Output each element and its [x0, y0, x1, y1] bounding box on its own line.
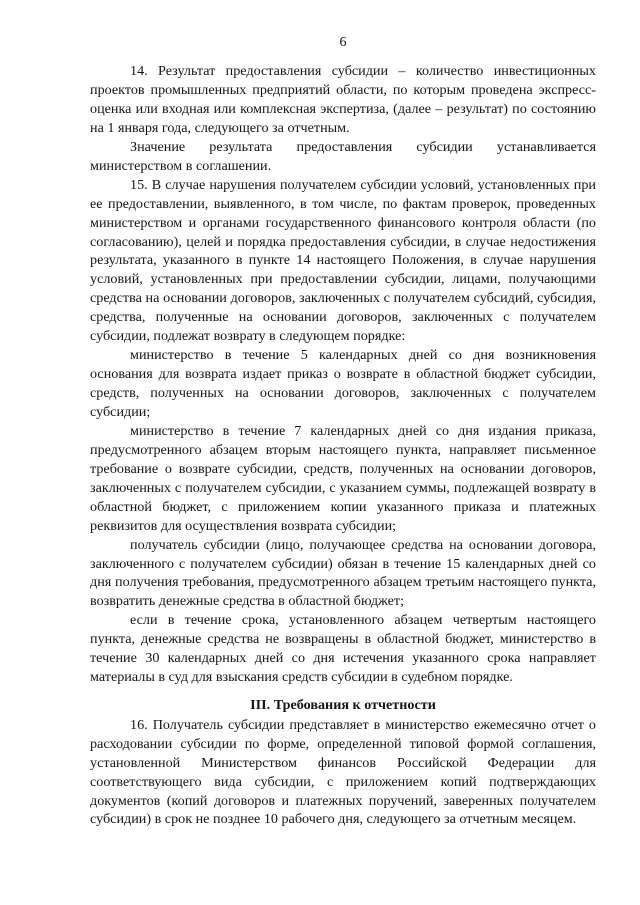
paragraph-16: 16. Получатель субсидии представляет в министерство ежемесячно отчет о расходовании субсидии по форме, определенной типовой формой соглашения, установленной Министерством финансов Российской Федерации для соответствующего вида субсидии, с приложением копий подтверждающих документов (копий договоров и платежных поручений, заверенных получателем субсидии) в срок не позднее 10 рабочего дня, следующего за отчетным месяцем.	[90, 716, 596, 828]
page-number: 6	[339, 35, 347, 50]
paragraph-15-order-1: министерство в течение 5 календарных дней со дня возникновения основания для возврата издает приказ о возврате в областной бюджет субсидии, средств, полученных на основании договоров, заключенных с получателем субсидии;	[90, 347, 596, 420]
paragraph-15-order-3: получатель субсидии (лицо, получающее средства на основании договора, заключенного с получателем субсидии) обязан в течение 15 календарных дней со дня получения требования, предусмотренного абзацем третьим настоящего пункта, возвратить денежные средства в областной бюджет;	[90, 536, 596, 610]
paragraph-15-order-4: если в течение срока, установленного абзацем четвертым настоящего пункта, денежные средства не возвращены в областной бюджет, министерство в течение 30 календарных дней со дня истечения указанного срока направляет материалы в суд для взыскания средств субсидии в судебном порядке.	[90, 612, 596, 686]
paragraph-14: 14. Результат предоставления субсидии – количество инвестиционных проектов промышленных предприятий области, по которым проведена экспресс-оценка или входная или комплексная экспертиза, (далее – результат) по состоянию на 1 января года, следующего за отчетным.	[90, 63, 596, 136]
document-page	[90, 0, 596, 905]
paragraph-14-value: Значение результата предоставления субсидии устанавливается министерством в соглашении.	[90, 138, 596, 174]
paragraph-15: 15. В случае нарушения получателем субсидии условий, установленных при ее предоставлении, выявленного, в том числе, по фактам проверок, проведенных министерством и органами государственного финансового контроля области (по согласованию), целей и порядка предоставления субсидии, в случае недостижения результата, указанного в пункте 14 настоящего Положения, в случае нарушения условий, установленных при предоставлении субсидии, лицами, получающими средства на основании договоров, заключенных с получателем субсидий, субсидия, средства, полученные на основании договоров, заключенных с получателем субсидии, подлежат возврату в следующем порядке:	[90, 176, 596, 345]
document-body	[90, 62, 596, 829]
paragraph-15-order-2: министерство в течение 7 календарных дней со дня издания приказа, предусмотренного абзацем вторым настоящего пункта, направляет письменное требование о возврате субсидии, средств, полученных на основании договоров, заключенных с получателем субсидии, с указанием суммы, подлежащей возврату в областной бюджет, с приложением копии указанного приказа и платежных реквизитов для осуществления возврата субсидии;	[90, 422, 596, 534]
section-heading: III. Требования к отчетности	[250, 697, 436, 714]
